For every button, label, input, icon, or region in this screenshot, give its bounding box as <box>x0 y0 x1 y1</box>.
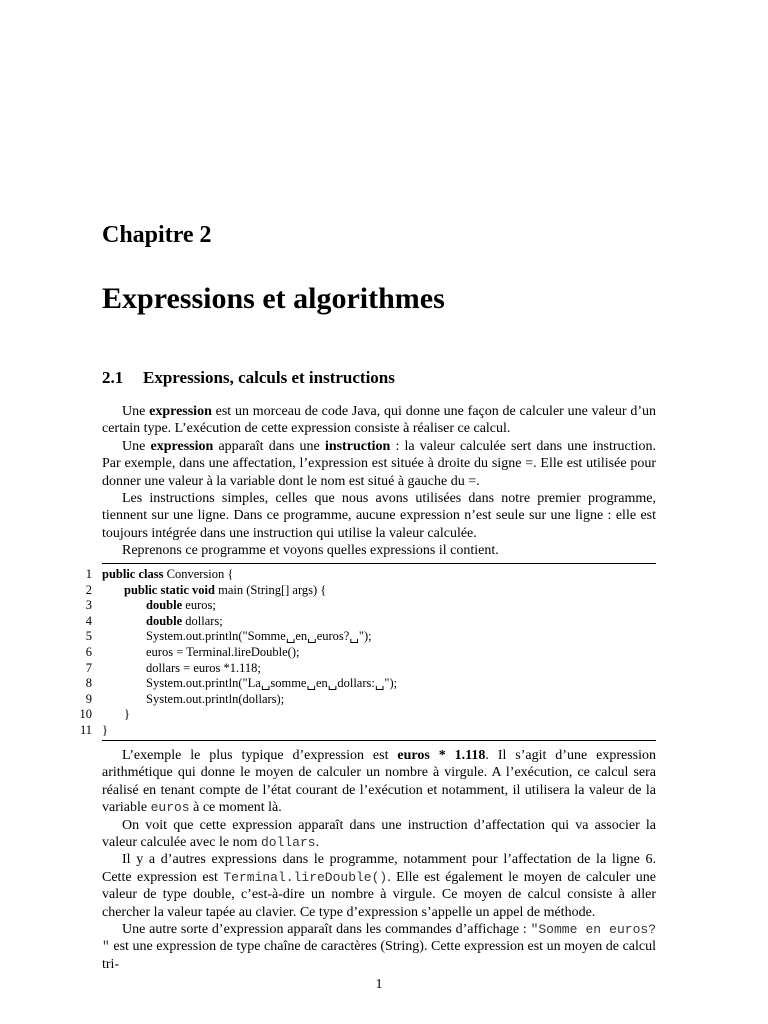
code-term: dollars <box>260 835 316 851</box>
text-run: Les instructions simples, celles que nous avons utilisées dans notre premier programme, tiennent sur une ligne. Dans ce programme, aucune expression n’est seule sur une ligne : elle est toujours intégrée dans une instruction qui utilise la valeur calculée. <box>102 491 656 541</box>
code-line <box>85 613 656 630</box>
code-text <box>102 723 108 739</box>
paragraph <box>102 490 656 542</box>
code-line <box>85 691 656 708</box>
text-run: dollars = euros *1.118; <box>146 660 261 675</box>
code-text <box>146 692 284 708</box>
text-run: Une <box>122 438 151 454</box>
code-term: Terminal.lireDouble() <box>223 869 388 885</box>
code-text <box>146 661 261 677</box>
text-run: System.out.println("Somme␣en␣euros?␣"); <box>146 629 372 644</box>
text-run: L’exemple le plus typique d’expression est <box>122 748 398 763</box>
code-line <box>79 707 656 723</box>
text-run: Une <box>122 404 150 419</box>
intro-paragraphs <box>102 403 656 560</box>
text-run: est une expression de type chaîne de caractères (String). Cette expression est un moyen de calcul tri- <box>102 939 656 972</box>
body-paragraphs <box>102 747 656 973</box>
code-line <box>85 660 656 677</box>
code-line <box>85 644 656 661</box>
section-title: Expressions, calculs et instructions <box>143 368 395 387</box>
bold-term: public static void <box>124 582 215 597</box>
code-line <box>79 722 656 739</box>
code-line <box>85 582 656 599</box>
text-run: main (String[] args) { <box>215 582 327 597</box>
line-number: 10 <box>79 707 92 722</box>
paragraph <box>102 542 656 559</box>
text-run: Il y a d’autres expressions dans le programme, notamment pour l’affectation de la ligne 6. Cette expression est <box>102 852 656 885</box>
text-run: euros; <box>182 598 216 613</box>
paragraph <box>102 817 656 852</box>
paragraph <box>102 921 656 973</box>
code-term: "Somme en euros? " <box>102 922 656 955</box>
code-line <box>85 676 656 692</box>
bold-term: euros * 1.118 <box>397 748 486 763</box>
line-number: 2 <box>85 582 92 597</box>
code-text <box>146 676 397 692</box>
text-run: euros = Terminal.lireDouble(); <box>146 644 300 659</box>
paragraph <box>102 403 656 438</box>
line-number: 6 <box>85 644 92 659</box>
text-run: Une autre sorte d’expression apparaît dans les commandes d’affichage : <box>122 922 531 938</box>
bold-term: double <box>146 613 183 628</box>
code-text <box>102 567 233 583</box>
line-number: 7 <box>85 660 92 675</box>
code-text <box>146 629 372 645</box>
bold-term: instruction <box>324 438 391 454</box>
code-text <box>146 598 216 614</box>
bold-term: public class <box>102 567 164 581</box>
code-listing <box>79 567 656 739</box>
text-run: System.out.println("La␣somme␣en␣dollars:␣"); <box>146 676 398 691</box>
text-run: } <box>102 722 108 737</box>
paragraph <box>102 438 656 490</box>
text-run: . <box>315 835 320 851</box>
text-run: On voit que cette expression apparaît dans une instruction d’affectation qui va associer la valeur calculée avec le nom <box>102 817 656 851</box>
line-number: 4 <box>85 613 92 628</box>
code-term: euros <box>150 800 190 816</box>
paragraph <box>102 851 656 921</box>
line-number: 5 <box>85 629 92 644</box>
text-run: à ce moment là. <box>189 800 282 816</box>
text-run: dollars; <box>182 613 223 628</box>
paragraph <box>102 747 656 817</box>
code-line <box>85 629 656 645</box>
line-number: 9 <box>85 691 92 706</box>
line-number: 1 <box>85 567 92 581</box>
text-run: est un morceau de code Java, qui donne une façon de calculer une valeur d’un certain type. L’exécution de cette expression consiste à réaliser ce calcul. <box>102 404 656 437</box>
text-run: System.out.println(dollars); <box>146 691 285 706</box>
code-line <box>85 567 656 583</box>
section-heading <box>102 368 395 388</box>
chapter-title: Expressions et algorithmes <box>102 282 445 315</box>
text-run: . Il s’agit d’une expression arithmétique qui donne le moyen de calculer un nombre à virgule. A l’exécution, ce calcul sera réalisé en tenant compte de l’état courant de l’exécution et notamment, il utilisera la valeur de la variable <box>102 748 656 816</box>
bold-term: expression <box>149 404 212 419</box>
line-number: 11 <box>79 722 92 737</box>
line-number: 3 <box>85 598 92 613</box>
code-line <box>85 598 656 614</box>
bold-term: double <box>146 598 183 613</box>
text-run: : la valeur calculée sert dans une instruction. Par exemple, dans une affectation, l’expression est située à droite du signe =. Elle est utilisée pour donner une valeur à la variable dont le nom est situé à gauche du =. <box>102 438 656 489</box>
code-bottom-rule <box>102 740 656 741</box>
code-text <box>124 707 130 723</box>
line-number: 8 <box>85 676 92 691</box>
text-run: apparaît dans une <box>213 438 325 454</box>
code-text <box>146 645 299 661</box>
text-run: } <box>124 707 130 722</box>
section-number: 2.1 <box>102 368 124 387</box>
text-run: Reprenons ce programme et voyons quelles expressions il contient. <box>122 543 499 559</box>
chapter-label: Chapitre 2 <box>102 222 212 248</box>
text-run: Conversion { <box>163 567 234 581</box>
page-number: 1 <box>375 977 383 992</box>
code-text <box>146 614 223 630</box>
code-top-rule <box>102 563 656 564</box>
code-text <box>124 583 326 599</box>
text-run: . Elle est également le moyen de calculer une valeur de type double, c’est-à-dire un nombre à virgule. Ce moyen de calcul consiste à aller chercher la valeur tapée au clavier. Ce type d’expression s’appelle un appel de méthode. <box>102 869 656 920</box>
bold-term: expression <box>150 438 214 454</box>
